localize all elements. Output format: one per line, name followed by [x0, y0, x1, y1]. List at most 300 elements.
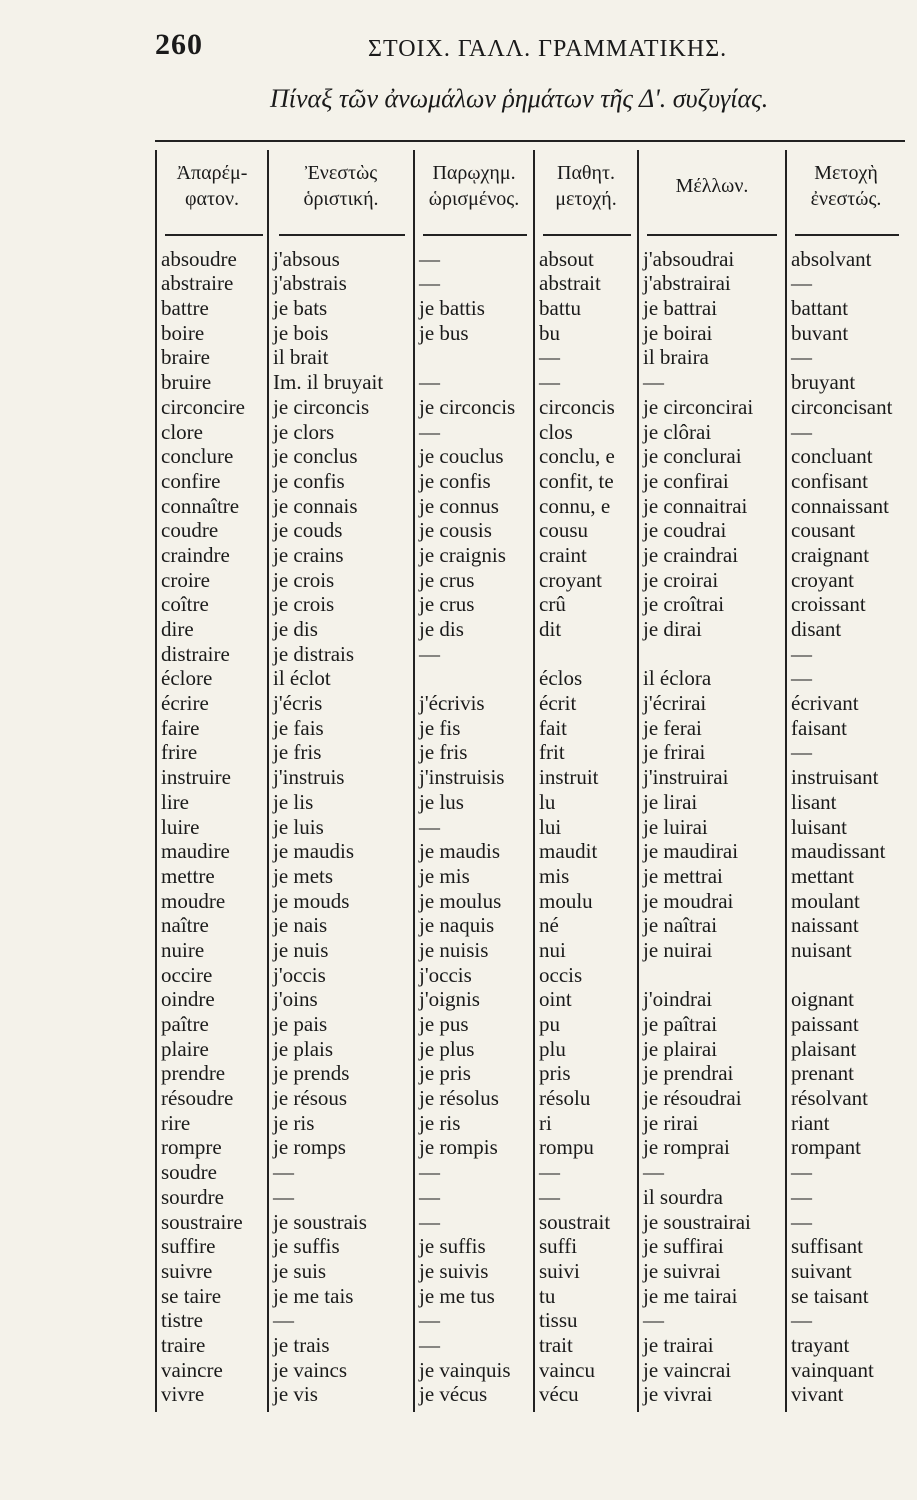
table-row	[155, 616, 905, 641]
cell-past-participle: suivi	[539, 1258, 580, 1283]
cell-future: je résoudrai	[643, 1086, 742, 1111]
table-row	[155, 1036, 905, 1061]
cell-future: je me tairai	[643, 1283, 738, 1308]
cell-past-participle: croyant	[539, 567, 602, 592]
table-row	[155, 246, 905, 271]
cell-past-definite: —	[419, 246, 440, 271]
cell-future: je paîtrai	[643, 1012, 718, 1036]
cell-future: je rirai	[643, 1110, 699, 1135]
cell-future: je soustrairai	[643, 1209, 751, 1234]
cell-future: j'instruirai	[643, 765, 729, 790]
cell-present: je lis	[273, 789, 314, 814]
cell-past-definite: je naquis	[419, 913, 495, 938]
cell-future: je maudirai	[643, 839, 739, 864]
cell-present: —	[273, 1160, 294, 1185]
cell-past-participle: —	[539, 1184, 560, 1209]
cell-past-participle: occis	[539, 962, 583, 987]
cell-present-participle: craignant	[791, 542, 870, 567]
cell-present: j'occis	[273, 962, 326, 987]
cell-past-definite: je suivis	[419, 1258, 489, 1283]
header-rule	[795, 234, 899, 236]
cell-infinitive: nuire	[161, 937, 205, 962]
cell-past-definite: je battis	[419, 296, 485, 321]
cell-infinitive: battre	[161, 296, 209, 321]
cell-past-definite: je pris	[419, 1061, 471, 1086]
table-row	[155, 962, 905, 987]
table-row	[155, 1332, 905, 1357]
cell-past-definite: —	[419, 1209, 440, 1234]
header-line: Ἀπαρέμ-	[176, 162, 248, 184]
cell-past-participle: plu	[539, 1036, 566, 1061]
cell-past-participle: circoncis	[539, 394, 615, 419]
table-row	[155, 1357, 905, 1382]
cell-past-participle: tu	[539, 1283, 556, 1308]
cell-present: je romps	[273, 1135, 346, 1160]
table-row	[155, 1258, 905, 1283]
cell-past-participle: crû	[539, 592, 566, 617]
cell-future: je naîtrai	[643, 913, 718, 938]
table-row	[155, 567, 905, 592]
table-row	[155, 320, 905, 345]
cell-past-participle: écrit	[539, 691, 577, 716]
cell-past-definite: je plus	[419, 1036, 475, 1061]
cell-infinitive: écrire	[161, 691, 209, 716]
cell-infinitive: éclore	[161, 666, 213, 691]
cell-past-definite: je maudis	[419, 839, 501, 864]
table-row	[155, 666, 905, 691]
cell-infinitive: paître	[161, 1012, 209, 1036]
cell-infinitive: naître	[161, 913, 209, 938]
cell-present: je confis	[273, 468, 345, 493]
cell-past-definite: —	[419, 641, 440, 666]
cell-past-participle: trait	[539, 1332, 573, 1357]
cell-past-participle: suffi	[539, 1234, 578, 1259]
cell-present: je bois	[273, 320, 329, 345]
cell-infinitive: se taire	[161, 1283, 222, 1308]
header-line: ἐνεστώς.	[810, 188, 882, 210]
cell-present-participle: riant	[791, 1110, 830, 1135]
table-row	[155, 1234, 905, 1259]
cell-future: je craindrai	[643, 542, 739, 567]
header-rule	[165, 234, 263, 236]
cell-present-participle: confisant	[791, 468, 868, 493]
cell-future: je battrai	[643, 296, 718, 321]
cell-future: je romprai	[643, 1135, 730, 1160]
cell-future: je dirai	[643, 617, 702, 641]
cell-infinitive: distraire	[161, 641, 230, 666]
cell-present-participle: —	[791, 1160, 812, 1185]
table-row	[155, 1061, 905, 1086]
cell-future: —	[643, 1308, 664, 1333]
cell-present: je connais	[273, 493, 358, 518]
cell-past-definite: je confis	[419, 468, 491, 493]
cell-past-participle: —	[539, 345, 560, 370]
cell-past-definite: j'écrivis	[419, 691, 485, 716]
cell-present-participle: croyant	[791, 567, 854, 592]
cell-infinitive: croire	[161, 567, 210, 592]
cell-present: je vaincs	[273, 1357, 348, 1382]
cell-past-participle: soustrait	[539, 1209, 611, 1234]
cell-present-participle: plaisant	[791, 1036, 857, 1061]
cell-infinitive: confire	[161, 468, 221, 493]
cell-present-participle: concluant	[791, 444, 873, 469]
cell-past-participle: dit	[539, 617, 562, 641]
cell-past-participle: battu	[539, 296, 581, 321]
cell-present-participle: prenant	[791, 1061, 854, 1086]
cell-present-participle: moulant	[791, 888, 860, 913]
cell-present-participle: —	[791, 1308, 812, 1333]
cell-present: je vis	[273, 1382, 318, 1407]
cell-present: je trais	[273, 1332, 330, 1357]
cell-present: je résous	[273, 1086, 348, 1111]
cell-future: je confirai	[643, 468, 729, 493]
cell-present-participle: luisant	[791, 814, 847, 839]
cell-present: je crois	[273, 567, 335, 592]
cell-past-definite: je résolus	[419, 1086, 499, 1111]
cell-past-definite: je craignis	[419, 542, 506, 567]
cell-present: je fais	[273, 715, 324, 740]
cell-past-definite: j'instruisis	[419, 765, 505, 790]
cell-infinitive: prendre	[161, 1061, 226, 1086]
cell-present-participle: —	[791, 419, 812, 444]
running-head: ΣΤΟΙΧ. ΓΑΛΛ. ΓΡΑΜΜΑΤΙΚΗΣ.	[368, 36, 728, 62]
verb-rows	[155, 246, 905, 1406]
cell-past-participle: vaincu	[539, 1357, 595, 1382]
page-number: 260	[155, 28, 203, 61]
cell-present: je fris	[273, 740, 322, 765]
cell-past-participle: pu	[539, 1012, 560, 1036]
cell-infinitive: dire	[161, 617, 194, 641]
cell-future: il sourdra	[643, 1184, 723, 1209]
table-row	[155, 1011, 905, 1036]
cell-present-participle: —	[791, 271, 812, 296]
cell-future	[637, 641, 785, 666]
cell-past-definite: —	[419, 1160, 440, 1185]
header-line: Ἐνεστὼς	[304, 162, 378, 184]
cell-present-participle: vainquant	[791, 1357, 874, 1382]
cell-past-participle: lu	[539, 789, 556, 814]
cell-future: je suivrai	[643, 1258, 721, 1283]
cell-past-definite: je fis	[419, 715, 461, 740]
cell-past-definite: —	[419, 419, 440, 444]
cell-present-participle: paissant	[791, 1012, 859, 1036]
cell-present-participle: suffisant	[791, 1234, 863, 1259]
header-line: ὡρισμένος.	[428, 188, 520, 210]
cell-past-definite: je connus	[419, 493, 499, 518]
cell-past-participle: —	[539, 370, 560, 395]
table-row	[155, 419, 905, 444]
cell-past-definite: je crus	[419, 567, 475, 592]
header-rule	[423, 234, 527, 236]
cell-past-participle: pris	[539, 1061, 571, 1086]
cell-present-participle: maudissant	[791, 839, 886, 864]
cell-present-participle: mettant	[791, 863, 854, 888]
cell-infinitive: abstraire	[161, 271, 234, 296]
header-line: Παρῳχημ.	[432, 162, 516, 184]
cell-present: je bats	[273, 296, 328, 321]
table-row	[155, 641, 905, 666]
cell-future: je vivrai	[643, 1382, 713, 1407]
cell-past-definite: —	[419, 370, 440, 395]
cell-present: il éclot	[273, 666, 331, 691]
cell-past-participle: confit, te	[539, 468, 614, 493]
cell-present: j'abstrais	[273, 271, 347, 296]
cell-present-participle: disant	[791, 617, 842, 641]
cell-present: je nais	[273, 913, 328, 938]
cell-infinitive: traire	[161, 1332, 206, 1357]
cell-present: —	[273, 1184, 294, 1209]
header-rule	[647, 234, 777, 236]
cell-future: j'absoudrai	[643, 246, 735, 271]
cell-past-participle: —	[539, 1160, 560, 1185]
cell-infinitive: luire	[161, 814, 200, 839]
cell-infinitive: frire	[161, 740, 198, 765]
cell-present: je conclus	[273, 444, 358, 469]
cell-infinitive: boire	[161, 320, 205, 345]
table-row	[155, 789, 905, 814]
cell-past-definite: je me tus	[419, 1283, 495, 1308]
cell-present-participle: —	[791, 740, 812, 765]
cell-past-participle: maudit	[539, 839, 598, 864]
table-row	[155, 1283, 905, 1308]
cell-present-participle: trayant	[791, 1332, 850, 1357]
header-line: Μετοχὴ	[814, 162, 878, 184]
header-line: φατον.	[184, 188, 240, 210]
header-line: Παθητ.	[557, 162, 615, 184]
cell-past-definite: je suffis	[419, 1234, 486, 1259]
cell-present: je soustrais	[273, 1209, 367, 1234]
cell-present: j'absous	[273, 246, 340, 271]
cell-present: je me tais	[273, 1283, 354, 1308]
cell-future: je ferai	[643, 715, 702, 740]
cell-present: je clors	[273, 419, 335, 444]
cell-past-participle: mis	[539, 863, 570, 888]
cell-future: je lirai	[643, 789, 698, 814]
cell-future: je croirai	[643, 567, 719, 592]
cell-past-participle: frit	[539, 740, 565, 765]
table-row	[155, 1209, 905, 1234]
table-row	[155, 1085, 905, 1110]
cell-present: je suffis	[273, 1234, 340, 1259]
cell-infinitive: sourdre	[161, 1184, 224, 1209]
cell-future: je plairai	[643, 1036, 718, 1061]
cell-present: je crains	[273, 542, 344, 567]
cell-infinitive: maudire	[161, 839, 230, 864]
table-row	[155, 369, 905, 394]
header-line: ὁριστική.	[303, 188, 379, 210]
cell-present: j'oins	[273, 987, 318, 1012]
cell-past-participle: clos	[539, 419, 573, 444]
table-row	[155, 592, 905, 617]
cell-infinitive: connaître	[161, 493, 240, 518]
header-past-definite	[415, 160, 533, 212]
cell-present: je crois	[273, 592, 335, 617]
cell-future: —	[643, 1160, 664, 1185]
cell-present: j'instruis	[273, 765, 345, 790]
cell-past-definite: je circoncis	[419, 394, 516, 419]
cell-present: je mouds	[273, 888, 350, 913]
cell-present: je luis	[273, 814, 324, 839]
cell-present-participle: suivant	[791, 1258, 852, 1283]
cell-infinitive: bruire	[161, 370, 212, 395]
verb-table-body	[155, 246, 905, 1406]
header-rule	[279, 234, 405, 236]
table-row	[155, 295, 905, 320]
cell-infinitive: craindre	[161, 542, 230, 567]
cell-past-participle: fait	[539, 715, 567, 740]
cell-present-participle: connaissant	[791, 493, 889, 518]
cell-future: je trairai	[643, 1332, 714, 1357]
cell-past-definite: je nuisis	[419, 937, 489, 962]
cell-past-participle: nui	[539, 937, 566, 962]
cell-past-definite: j'occis	[419, 962, 472, 987]
cell-present-participle: nuisant	[791, 937, 852, 962]
cell-future: je conclurai	[643, 444, 742, 469]
cell-present-participle: oignant	[791, 987, 854, 1012]
cell-past-definite: —	[419, 1184, 440, 1209]
cell-past-definite: j'oignis	[419, 987, 480, 1012]
cell-present-participle: circoncisant	[791, 394, 893, 419]
cell-past-definite: je couclus	[419, 444, 504, 469]
cell-past-participle: craint	[539, 542, 587, 567]
cell-past-definite: —	[419, 271, 440, 296]
cell-past-definite: je crus	[419, 592, 475, 617]
verb-table	[155, 140, 905, 1412]
cell-past-participle: oint	[539, 987, 572, 1012]
table-row	[155, 987, 905, 1012]
cell-infinitive: oindre	[161, 987, 215, 1012]
cell-present: je maudis	[273, 839, 355, 864]
cell-present: je nuis	[273, 937, 329, 962]
header-line: μετοχή.	[555, 188, 617, 210]
cell-past-participle: abstrait	[539, 271, 601, 296]
cell-past-definite: je cousis	[419, 518, 492, 543]
cell-past-participle: moulu	[539, 888, 593, 913]
table-row	[155, 518, 905, 543]
cell-past-definite	[413, 666, 533, 691]
cell-past-participle: tissu	[539, 1308, 578, 1333]
cell-present-participle: absolvant	[791, 246, 872, 271]
cell-infinitive: vivre	[161, 1382, 205, 1407]
cell-infinitive: circoncire	[161, 394, 245, 419]
cell-present-participle: buvant	[791, 320, 849, 345]
cell-future: il éclora	[643, 666, 712, 691]
header-present	[269, 160, 413, 212]
cell-infinitive: résoudre	[161, 1086, 234, 1111]
cell-future: je luirai	[643, 814, 708, 839]
cell-present: je mets	[273, 863, 334, 888]
cell-past-participle: instruit	[539, 765, 599, 790]
cell-future: je suffirai	[643, 1234, 724, 1259]
cell-infinitive: coudre	[161, 518, 219, 543]
cell-past-definite: je ris	[419, 1110, 461, 1135]
header-rule	[543, 234, 631, 236]
cell-past-participle: bu	[539, 320, 560, 345]
table-row	[155, 542, 905, 567]
cell-future: je circoncirai	[643, 394, 754, 419]
cell-present: je distrais	[273, 641, 355, 666]
cell-present: je ris	[273, 1110, 315, 1135]
header-line: Μέλλων.	[675, 175, 749, 197]
table-row	[155, 839, 905, 864]
cell-present: je prends	[273, 1061, 350, 1086]
cell-past-definite	[413, 345, 533, 370]
table-row	[155, 913, 905, 938]
cell-infinitive: moudre	[161, 888, 226, 913]
cell-past-participle: conclu, e	[539, 444, 615, 469]
table-row	[155, 468, 905, 493]
cell-future: je clôrai	[643, 419, 712, 444]
cell-infinitive: plaire	[161, 1036, 209, 1061]
table-row	[155, 690, 905, 715]
cell-past-definite: je dis	[419, 617, 464, 641]
cell-present: je couds	[273, 518, 343, 543]
cell-past-participle: connu, e	[539, 493, 611, 518]
cell-past-participle: vécu	[539, 1382, 579, 1407]
cell-past-definite: —	[419, 814, 440, 839]
table-row	[155, 740, 905, 765]
cell-infinitive: mettre	[161, 863, 215, 888]
cell-present: je suis	[273, 1258, 327, 1283]
cell-future: je coudrai	[643, 518, 727, 543]
table-row	[155, 814, 905, 839]
header-past-participle	[535, 160, 637, 212]
cell-future: j'abstrairai	[643, 271, 731, 296]
cell-infinitive: instruire	[161, 765, 231, 790]
cell-present-participle: —	[791, 666, 812, 691]
cell-past-participle: ri	[539, 1110, 552, 1135]
cell-future: je prendrai	[643, 1061, 734, 1086]
cell-past-participle: absout	[539, 246, 594, 271]
header-infinitive	[157, 160, 267, 212]
cell-infinitive: absoudre	[161, 246, 237, 271]
cell-future: je vaincrai	[643, 1357, 732, 1382]
cell-future: je boirai	[643, 320, 713, 345]
table-row	[155, 1135, 905, 1160]
cell-present-participle	[785, 962, 905, 987]
cell-past-participle: né	[539, 913, 559, 938]
cell-infinitive: suivre	[161, 1258, 213, 1283]
cell-present-participle: battant	[791, 296, 849, 321]
table-row	[155, 863, 905, 888]
cell-past-participle: résolu	[539, 1086, 591, 1111]
cell-future	[637, 962, 785, 987]
header-future	[639, 173, 785, 199]
cell-past-definite: je vécus	[419, 1382, 488, 1407]
cell-past-participle	[533, 641, 637, 666]
cell-present-participle: —	[791, 1209, 812, 1234]
table-row	[155, 937, 905, 962]
cell-future: je nuirai	[643, 937, 713, 962]
cell-future: j'écrirai	[643, 691, 707, 716]
table-row	[155, 271, 905, 296]
cell-present-participle: —	[791, 641, 812, 666]
cell-present-participle: vivant	[791, 1382, 844, 1407]
cell-present: je pais	[273, 1012, 328, 1036]
table-row	[155, 888, 905, 913]
cell-past-definite: je moulus	[419, 888, 502, 913]
table-row	[155, 1110, 905, 1135]
cell-past-definite: je bus	[419, 320, 469, 345]
cell-future: j'oindrai	[643, 987, 713, 1012]
cell-infinitive: faire	[161, 715, 200, 740]
cell-past-definite: je pus	[419, 1012, 469, 1036]
cell-present-participle: —	[791, 1184, 812, 1209]
table-row	[155, 1159, 905, 1184]
cell-present-participle: lisant	[791, 789, 837, 814]
cell-present: j'écris	[273, 691, 323, 716]
cell-infinitive: soustraire	[161, 1209, 243, 1234]
